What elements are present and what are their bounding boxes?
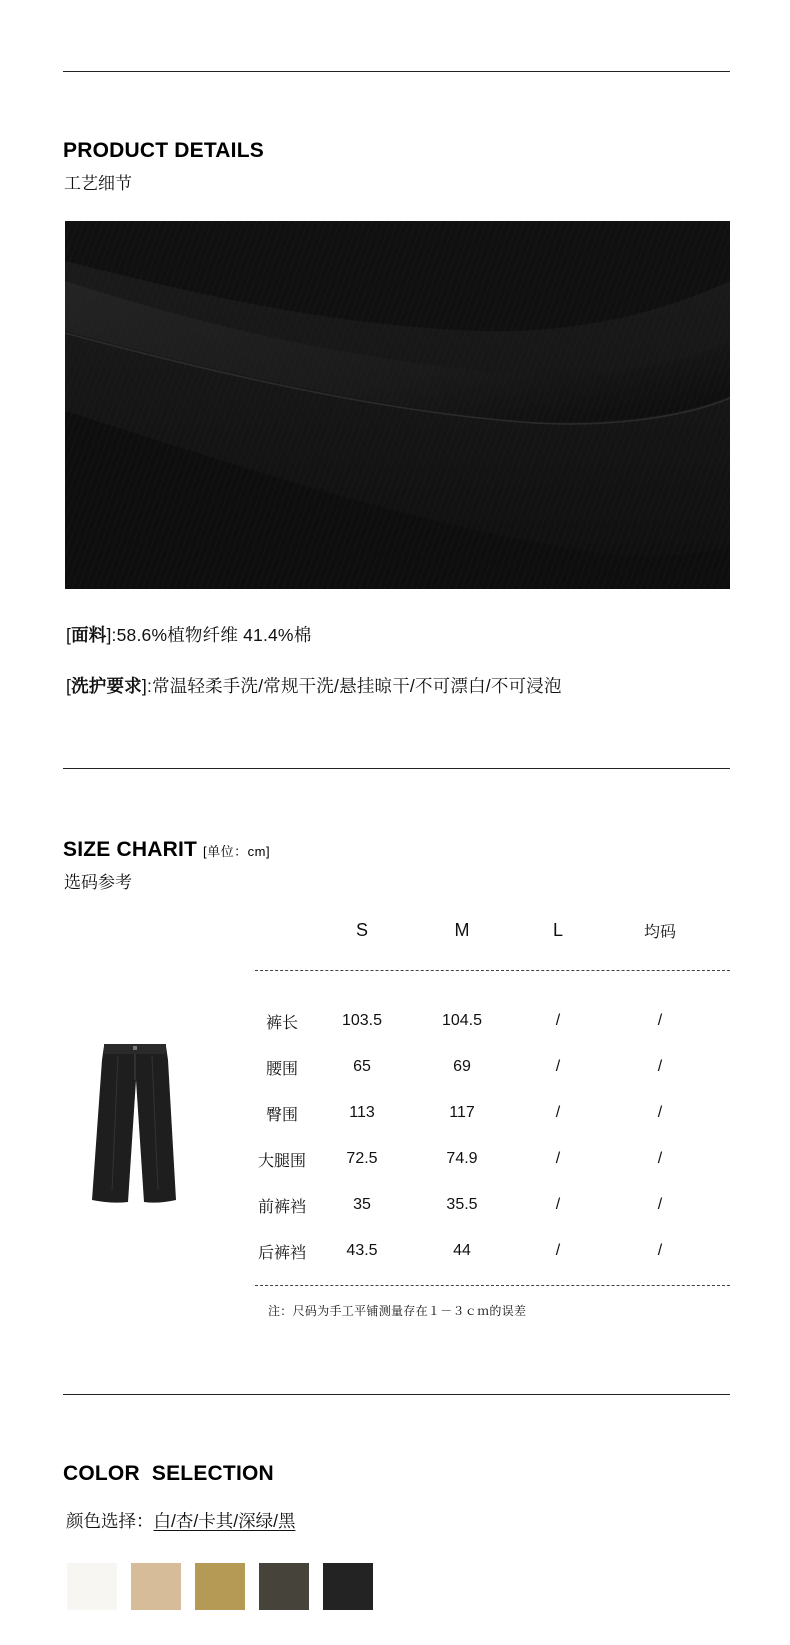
care-label: 洗护要求 [71, 676, 142, 696]
cell-m: 44 [453, 1242, 471, 1259]
header-s: S [355, 919, 368, 940]
cell-onesize: / [657, 1104, 663, 1121]
divider-size [63, 768, 730, 769]
divider-top [63, 71, 730, 72]
row-label: 前裤裆 [257, 1198, 306, 1216]
measurement-note: 注：尺码为手工平铺测量存在１－３ｃｍ的误差 [268, 1304, 527, 1318]
table-divider-bottom [255, 1285, 730, 1286]
cell-l: / [555, 1104, 561, 1121]
cell-m: 104.5 [441, 1012, 483, 1029]
product-details-subtitle: 工艺细节 [64, 174, 132, 193]
header-blank [252, 910, 312, 950]
fabric-composition: [面料]:58.6%植物纤维 41.4%棉 [66, 625, 312, 645]
divider-colors [63, 1394, 730, 1395]
size-chart-subtitle: 选码参考 [64, 873, 132, 892]
table-divider-top [255, 970, 730, 971]
fabric-label: 面料 [71, 625, 107, 645]
header-l: L [552, 919, 563, 940]
table-row [252, 1136, 716, 1182]
cell-onesize: / [657, 1150, 663, 1167]
fabric-detail-image [65, 221, 730, 589]
cell-s: 65 [353, 1058, 371, 1075]
color-swatch-khaki[interactable] [195, 1563, 245, 1610]
color-options-label: 颜色选择： [66, 1511, 154, 1531]
cell-s: 43.5 [346, 1242, 378, 1259]
cell-m: 117 [449, 1104, 475, 1121]
cell-l: / [555, 1196, 561, 1213]
row-label: 腰围 [265, 1060, 298, 1078]
table-row [252, 998, 716, 1044]
cell-m: 69 [453, 1058, 471, 1075]
color-options-list: 白/杏/卡其/深绿/黑 [153, 1511, 296, 1531]
cell-s: 35 [353, 1196, 371, 1213]
size-table [252, 910, 716, 1274]
table-row [252, 1044, 716, 1090]
care-instructions: [洗护要求]:常温轻柔手洗/常规干洗/悬挂晾干/不可漂白/不可浸泡 [66, 676, 562, 696]
color-selection-title: COLOR SELECTION [63, 1462, 274, 1485]
row-label: 裤长 [265, 1014, 298, 1032]
header-m: M [454, 919, 470, 940]
cell-l: / [555, 1058, 561, 1075]
table-row [252, 1182, 716, 1228]
table-row [252, 1228, 716, 1274]
color-swatch-dark-green[interactable] [259, 1563, 309, 1610]
size-table-header [252, 910, 716, 950]
table-row [252, 1090, 716, 1136]
cell-onesize: / [657, 1058, 663, 1075]
header-onesize: 均码 [643, 923, 676, 941]
cell-onesize: / [657, 1196, 663, 1213]
cell-l: / [555, 1150, 561, 1167]
cell-s: 113 [349, 1104, 375, 1121]
cell-onesize: / [657, 1012, 663, 1029]
cell-m: 74.9 [446, 1150, 478, 1167]
cell-onesize: / [657, 1242, 663, 1259]
row-label: 大腿围 [257, 1152, 306, 1170]
cell-l: / [555, 1012, 561, 1029]
product-details-title: PRODUCT DETAILS [63, 139, 264, 162]
color-swatch-apricot[interactable] [131, 1563, 181, 1610]
header-spacer [252, 950, 716, 998]
color-options [66, 1508, 295, 1533]
fabric-value: :58.6%植物纤维 41.4%棉 [111, 625, 312, 645]
pants-illustration [88, 1040, 183, 1210]
cell-l: / [555, 1242, 561, 1259]
row-label: 后裤裆 [257, 1244, 306, 1262]
cell-m: 35.5 [446, 1196, 478, 1213]
color-swatch-black[interactable] [323, 1563, 373, 1610]
size-unit: [单位：cm] [203, 844, 271, 859]
size-chart-title [63, 838, 270, 862]
row-label: 臀围 [265, 1106, 298, 1124]
color-swatch-white[interactable] [67, 1563, 117, 1610]
size-chart-title-text: SIZE CHARIT [63, 838, 198, 861]
cell-s: 103.5 [341, 1012, 383, 1029]
cell-s: 72.5 [346, 1150, 378, 1167]
care-value: :常温轻柔手洗/常规干洗/悬挂晾干/不可漂白/不可浸泡 [146, 676, 562, 696]
